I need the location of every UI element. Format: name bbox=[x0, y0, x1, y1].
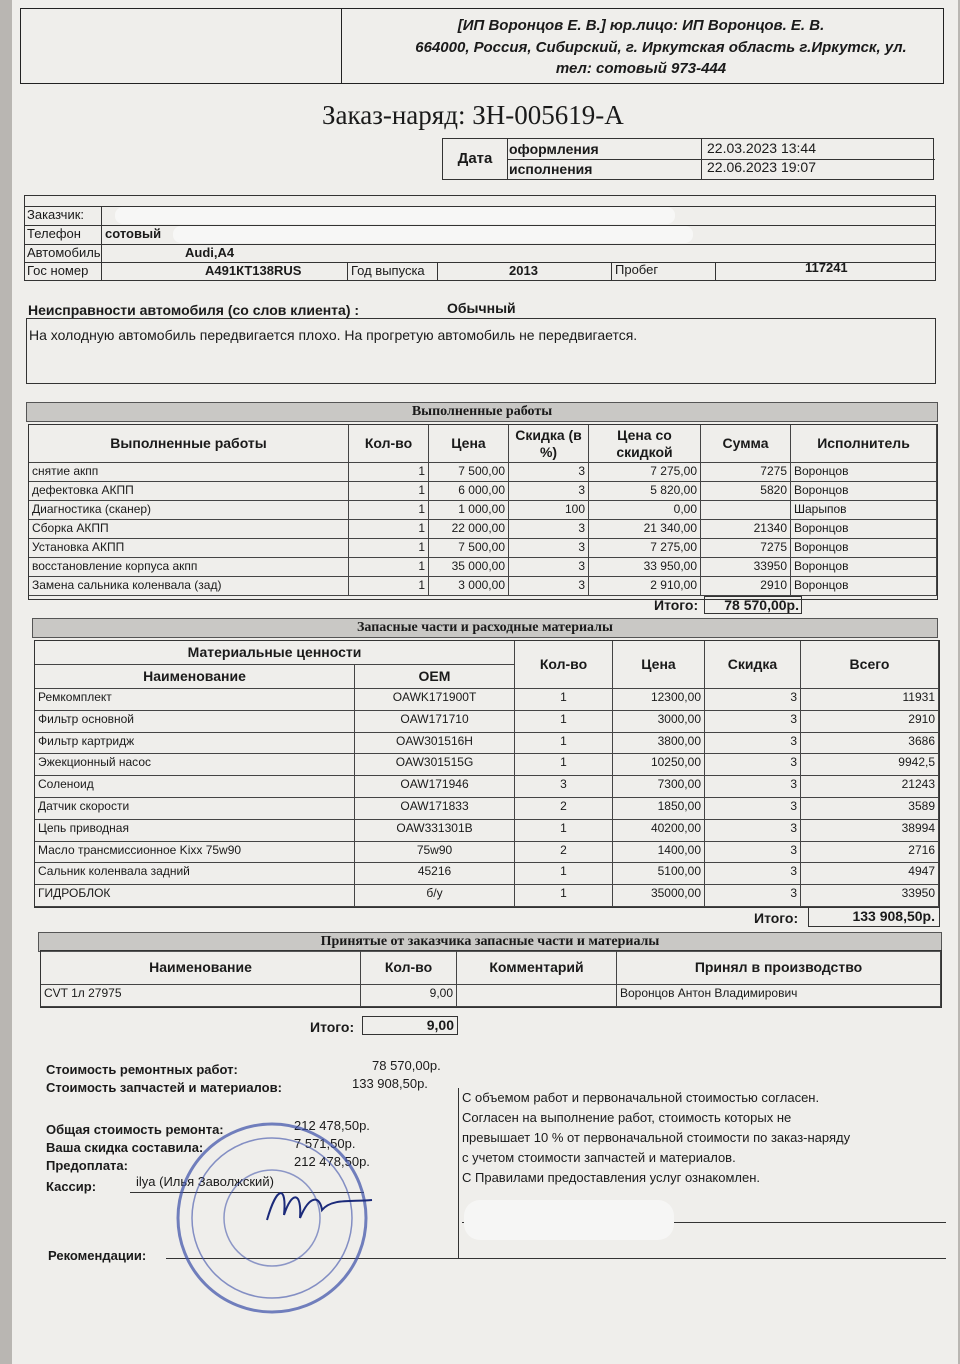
recommend-label: Рекомендации: bbox=[48, 1248, 147, 1263]
parts-total-label: Итого: bbox=[754, 910, 799, 926]
parts-table-cell: 40200,00 bbox=[613, 820, 705, 842]
works-table-cell: 7 275,00 bbox=[589, 539, 701, 558]
parts-header-cell: OEM bbox=[355, 665, 515, 689]
sum-parts-label: Стоимость запчастей и материалов: bbox=[46, 1080, 282, 1095]
works-table-cell: 3 bbox=[509, 558, 589, 577]
accepted-total-value: 9,00 bbox=[362, 1016, 458, 1035]
parts-table bbox=[34, 640, 940, 908]
agreement-line-4: с учетом стоимости запчастей и материалов. bbox=[462, 1150, 736, 1165]
parts-table-cell: Масло трансмиссионное Kixx 75w90 bbox=[35, 842, 355, 864]
works-table-cell: Воронцов bbox=[791, 482, 937, 501]
works-table-cell: 0,00 bbox=[589, 501, 701, 520]
parts-table-cell: 3800,00 bbox=[613, 733, 705, 755]
works-total-value: 78 570,00р. bbox=[704, 596, 802, 614]
parts-table-cell: OAWK171900T bbox=[355, 689, 515, 711]
company-header bbox=[20, 8, 944, 84]
parts-table-cell: 3 bbox=[705, 733, 801, 755]
parts-table-cell: 1 bbox=[515, 689, 613, 711]
car-label: Автомобиль bbox=[27, 245, 101, 260]
works-total-label: Итого: bbox=[654, 597, 699, 613]
parts-table-cell: OAW171833 bbox=[355, 798, 515, 820]
parts-table-cell: 3 bbox=[705, 863, 801, 885]
parts-table-cell: 3 bbox=[705, 885, 801, 907]
parts-table-cell: 3 bbox=[705, 754, 801, 776]
parts-section-title: Запасные части и расходные материалы bbox=[32, 618, 938, 638]
works-table-cell: Установка АКПП bbox=[29, 539, 349, 558]
works-table-cell: 5820 bbox=[701, 482, 791, 501]
parts-table-cell: 2716 bbox=[801, 842, 939, 864]
works-header-cell: Исполнитель bbox=[791, 425, 937, 463]
works-table-cell: 7 500,00 bbox=[429, 539, 509, 558]
parts-table-cell: 7300,00 bbox=[613, 776, 705, 798]
works-table-cell: Шарыпов bbox=[791, 501, 937, 520]
parts-table-cell: OAW171710 bbox=[355, 711, 515, 733]
works-table-cell: 35 000,00 bbox=[429, 558, 509, 577]
parts-table-cell: 45216 bbox=[355, 863, 515, 885]
accepted-table-cell: 9,00 bbox=[361, 985, 457, 1007]
parts-table-cell: 38994 bbox=[801, 820, 939, 842]
works-table-cell: 7275 bbox=[701, 463, 791, 482]
parts-table-cell: OAW171946 bbox=[355, 776, 515, 798]
parts-table-cell: 21243 bbox=[801, 776, 939, 798]
parts-table-cell: 3 bbox=[705, 798, 801, 820]
complaint-text: На холодную автомобиль передвигается плохо. На прогретую автомобиль не передвигается. bbox=[29, 327, 638, 343]
parts-group-header: Материальные ценности bbox=[35, 641, 515, 665]
parts-table-cell: Цепь приводная bbox=[35, 820, 355, 842]
works-table-cell bbox=[701, 501, 791, 520]
customer-redacted bbox=[115, 207, 675, 224]
parts-table-cell: Эжекционный насос bbox=[35, 754, 355, 776]
sum-works-label: Стоимость ремонтных работ: bbox=[46, 1062, 238, 1077]
works-header-cell: Цена со скидкой bbox=[589, 425, 701, 463]
car-value: Audi,A4 bbox=[185, 245, 235, 260]
works-table-cell: 1 bbox=[349, 520, 429, 539]
parts-header-cell: Цена bbox=[613, 641, 705, 689]
accepted-header-cell: Комментарий bbox=[457, 951, 617, 985]
complaint-label: Неисправности автомобиля (со слов клиента) : bbox=[28, 302, 360, 318]
works-header-cell: Кол-во bbox=[349, 425, 429, 463]
complaint-box bbox=[26, 318, 936, 384]
customer-label: Заказчик: bbox=[27, 207, 85, 222]
parts-table-cell: 11931 bbox=[801, 689, 939, 711]
year-label: Год выпуска bbox=[351, 263, 425, 278]
plate-label: Гос номер bbox=[27, 263, 89, 278]
accepted-header-cell: Кол-во bbox=[361, 951, 457, 985]
parts-table-cell: 1 bbox=[515, 733, 613, 755]
accepted-table-cell: CVT 1л 27975 bbox=[41, 985, 361, 1007]
agreement-line-3: превышает 10 % от первоначальной стоимости по заказ-наряду bbox=[462, 1130, 851, 1145]
parts-table-cell: 2910 bbox=[801, 711, 939, 733]
order-title: Заказ-наряд: ЗН-005619-А bbox=[322, 100, 624, 130]
works-table-cell: Воронцов bbox=[791, 558, 937, 577]
parts-table-cell: 5100,00 bbox=[613, 863, 705, 885]
parts-table-cell: 3 bbox=[705, 689, 801, 711]
works-table-cell: 2 910,00 bbox=[589, 577, 701, 596]
works-table-cell: 7275 bbox=[701, 539, 791, 558]
works-table-cell: 1 bbox=[349, 558, 429, 577]
sum-discount-value: 7 571,50р. bbox=[294, 1136, 356, 1151]
works-table-cell: Сборка АКПП bbox=[29, 520, 349, 539]
parts-table-cell: OAW301516H bbox=[355, 733, 515, 755]
date-label: Дата bbox=[443, 139, 508, 179]
works-table-cell: восстановление корпуса акпп bbox=[29, 558, 349, 577]
works-table-cell: 33 950,00 bbox=[589, 558, 701, 577]
parts-header-cell: Наименование bbox=[35, 665, 355, 689]
parts-table-cell: 9942,5 bbox=[801, 754, 939, 776]
phone-label: Телефон bbox=[27, 226, 81, 241]
mileage-label: Пробег bbox=[615, 262, 659, 277]
parts-table-cell: 3589 bbox=[801, 798, 939, 820]
accepted-section-title: Принятые от заказчика запасные части и материалы bbox=[38, 932, 942, 952]
phone-value: сотовый bbox=[105, 226, 162, 241]
parts-table-cell: Ремкомплект bbox=[35, 689, 355, 711]
works-table-cell: 1 bbox=[349, 501, 429, 520]
date-box bbox=[442, 138, 934, 180]
parts-table-cell: 3686 bbox=[801, 733, 939, 755]
customer-box bbox=[24, 195, 936, 281]
parts-table-cell: 2 bbox=[515, 842, 613, 864]
works-table-cell: 21340 bbox=[701, 520, 791, 539]
works-table-cell: Воронцов bbox=[791, 520, 937, 539]
works-header-cell: Выполненные работы bbox=[29, 425, 349, 463]
parts-total-value: 133 908,50р. bbox=[808, 907, 940, 927]
company-line-3: тел: сотовый 973-444 bbox=[555, 60, 727, 77]
accepted-table-cell bbox=[457, 985, 617, 1007]
parts-table-cell: 75w90 bbox=[355, 842, 515, 864]
parts-table-cell: 1 bbox=[515, 820, 613, 842]
works-table-cell: Воронцов bbox=[791, 539, 937, 558]
agreement-line-2: Согласен на выполнение работ, стоимость которых не bbox=[462, 1110, 792, 1125]
works-header-cell: Цена bbox=[429, 425, 509, 463]
accepted-header-cell: Принял в производство bbox=[617, 951, 941, 985]
agreement-line-1: С объемом работ и первоначальной стоимостью согласен. bbox=[462, 1090, 820, 1105]
agreement-line-5: С Правилами предоставления услуг ознакомлен. bbox=[462, 1170, 761, 1185]
parts-header-cell: Скидка bbox=[705, 641, 801, 689]
sum-prepay-label: Предоплата: bbox=[46, 1158, 128, 1173]
parts-table-cell: Соленоид bbox=[35, 776, 355, 798]
works-section-title: Выполненные работы bbox=[26, 402, 938, 422]
works-table-cell: 1 bbox=[349, 463, 429, 482]
parts-table-cell: Сальник коленвала задний bbox=[35, 863, 355, 885]
mileage-value: 117241 bbox=[805, 260, 848, 275]
plate-value: А491КТ138RUS bbox=[205, 263, 302, 278]
parts-table-cell: 35000,00 bbox=[613, 885, 705, 907]
created-label: оформления bbox=[509, 141, 599, 157]
accepted-header-cell: Наименование bbox=[41, 951, 361, 985]
parts-table-cell: 1 bbox=[515, 711, 613, 733]
parts-table-cell: Фильтр картридж bbox=[35, 733, 355, 755]
parts-table-cell: б/у bbox=[355, 885, 515, 907]
sum-discount-label: Ваша скидка составила: bbox=[46, 1140, 204, 1155]
accepted-table-cell: Воронцов Антон Владимирович bbox=[617, 985, 941, 1007]
sum-cashier-label: Кассир: bbox=[46, 1179, 97, 1194]
company-line-1: [ИП Воронцов Е. В.] юр.лицо: ИП Воронцов. Е. В. bbox=[457, 17, 825, 34]
works-header-cell: Сумма bbox=[701, 425, 791, 463]
parts-table-cell: 1 bbox=[515, 863, 613, 885]
sum-works-value: 78 570,00р. bbox=[372, 1058, 441, 1073]
works-table-cell: 3 bbox=[509, 520, 589, 539]
works-table-cell: 1 000,00 bbox=[429, 501, 509, 520]
works-table-cell: 3 bbox=[509, 539, 589, 558]
works-table-cell: 21 340,00 bbox=[589, 520, 701, 539]
parts-table-cell: 4947 bbox=[801, 863, 939, 885]
parts-table-cell: Фильтр основной bbox=[35, 711, 355, 733]
parts-table-cell: 1 bbox=[515, 754, 613, 776]
parts-table-cell: 1850,00 bbox=[613, 798, 705, 820]
works-table-cell: 1 bbox=[349, 482, 429, 501]
parts-table-cell: 1400,00 bbox=[613, 842, 705, 864]
agreement-box bbox=[458, 1088, 459, 1258]
works-table-cell: 3 000,00 bbox=[429, 577, 509, 596]
sum-total-value: 212 478,50р. bbox=[294, 1118, 370, 1133]
phone-redacted bbox=[173, 226, 693, 243]
parts-table-cell: OAW301515G bbox=[355, 754, 515, 776]
signature-redacted bbox=[464, 1200, 674, 1240]
sum-prepay-value: 212 478,50р. bbox=[294, 1154, 370, 1169]
works-table-cell: Воронцов bbox=[791, 463, 937, 482]
works-table-cell: 3 bbox=[509, 463, 589, 482]
parts-table-cell: 3 bbox=[705, 711, 801, 733]
works-table-cell: 7 275,00 bbox=[589, 463, 701, 482]
works-table-cell: Диагностика (сканер) bbox=[29, 501, 349, 520]
accepted-table bbox=[40, 950, 942, 1008]
sum-cashier-value: ilya (Илья Заволжский) bbox=[136, 1174, 274, 1189]
works-table-cell: 5 820,00 bbox=[589, 482, 701, 501]
works-header-cell: Скидка (в %) bbox=[509, 425, 589, 463]
works-table-cell: 22 000,00 bbox=[429, 520, 509, 539]
parts-table-cell: 3 bbox=[705, 776, 801, 798]
parts-table-cell: 33950 bbox=[801, 885, 939, 907]
accepted-total-label: Итого: bbox=[310, 1019, 355, 1035]
works-table-cell: 3 bbox=[509, 482, 589, 501]
parts-header-cell: Всего bbox=[801, 641, 939, 689]
works-table-cell: 6 000,00 bbox=[429, 482, 509, 501]
works-table-cell: дефектовка АКПП bbox=[29, 482, 349, 501]
sum-total-label: Общая стоимость ремонта: bbox=[46, 1122, 224, 1137]
parts-table-cell: 3 bbox=[515, 776, 613, 798]
works-table-cell: 100 bbox=[509, 501, 589, 520]
works-table-cell: 2910 bbox=[701, 577, 791, 596]
works-table-cell: 1 bbox=[349, 577, 429, 596]
year-value: 2013 bbox=[509, 263, 538, 278]
parts-table-cell: 1 bbox=[515, 885, 613, 907]
parts-table-cell: 3000,00 bbox=[613, 711, 705, 733]
works-table-cell: Замена сальника коленвала (зад) bbox=[29, 577, 349, 596]
parts-header-cell: Кол-во bbox=[515, 641, 613, 689]
parts-table-cell: OAW331301B bbox=[355, 820, 515, 842]
works-table bbox=[28, 424, 938, 600]
signature bbox=[262, 1180, 382, 1240]
parts-table-cell: 12300,00 bbox=[613, 689, 705, 711]
order-document bbox=[12, 0, 958, 1364]
works-table-cell: снятие акпп bbox=[29, 463, 349, 482]
parts-table-cell: 3 bbox=[705, 842, 801, 864]
parts-table-cell: 10250,00 bbox=[613, 754, 705, 776]
complaint-type: Обычный bbox=[447, 300, 516, 316]
created-value: 22.03.2023 13:44 bbox=[707, 140, 816, 156]
company-line-2: 664000, Россия, Сибирский, г. Иркутская область г.Иркутск, ул. bbox=[415, 39, 907, 56]
works-table-cell: 33950 bbox=[701, 558, 791, 577]
parts-table-cell: Датчик скорости bbox=[35, 798, 355, 820]
works-table-cell: 3 bbox=[509, 577, 589, 596]
works-table-cell: 1 bbox=[349, 539, 429, 558]
sum-parts-value: 133 908,50р. bbox=[352, 1076, 428, 1091]
works-table-cell: 7 500,00 bbox=[429, 463, 509, 482]
works-table-cell: Воронцов bbox=[791, 577, 937, 596]
done-value: 22.06.2023 19:07 bbox=[707, 159, 816, 175]
parts-table-cell: 3 bbox=[705, 820, 801, 842]
parts-table-cell: ГИДРОБЛОК bbox=[35, 885, 355, 907]
done-label: исполнения bbox=[509, 161, 593, 177]
parts-table-cell: 2 bbox=[515, 798, 613, 820]
